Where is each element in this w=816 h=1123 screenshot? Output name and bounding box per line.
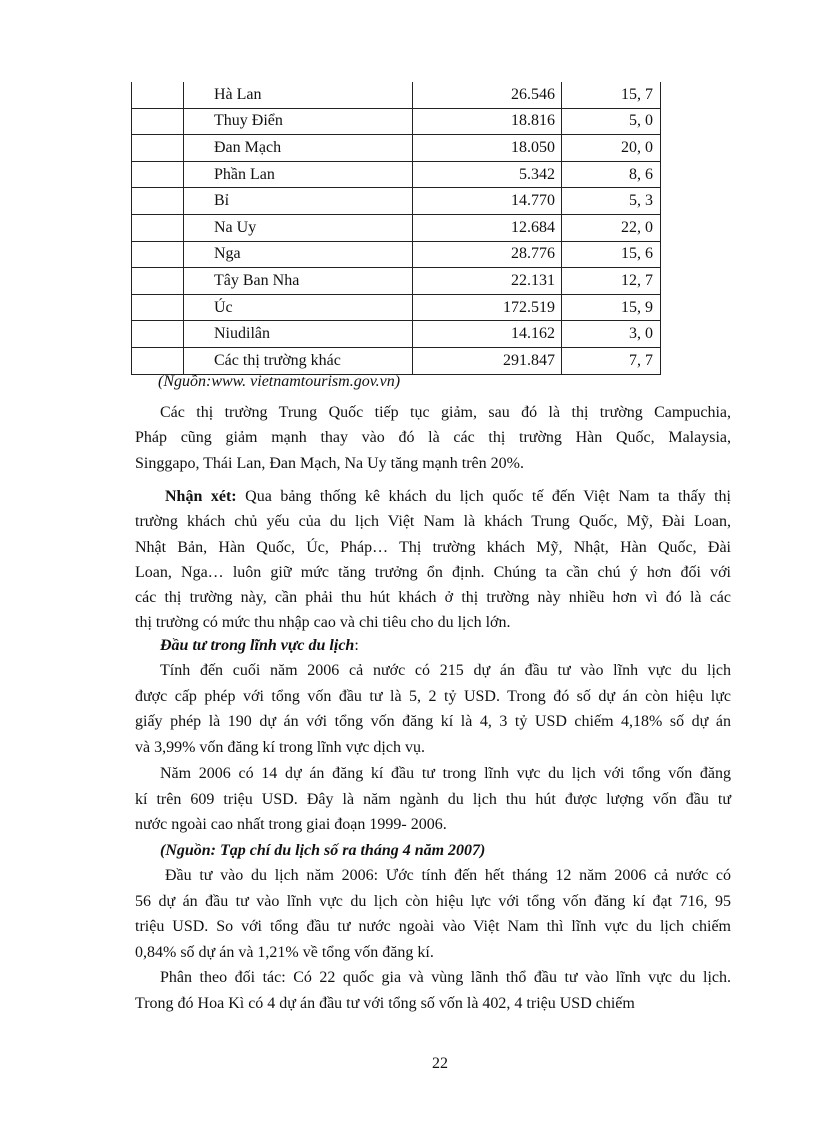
para2-line-5: thị trường có mức thu nhập cao và chi tiêu cho du lịch lớn. bbox=[135, 614, 511, 631]
table-cell-country: Phần Lan bbox=[184, 161, 413, 188]
table-row bbox=[132, 214, 661, 241]
table-cell-country: Thuy Điển bbox=[184, 108, 413, 135]
table-cell-visitors: 22.131 bbox=[413, 268, 562, 295]
table-cell-growth: 15, 6 bbox=[562, 241, 661, 268]
para4-line-1: Năm 2006 có 14 dự án đăng kí đầu tư trong lĩnh vực du lịch với tổng vốn đăng bbox=[160, 765, 731, 782]
table-cell-visitors: 26.546 bbox=[413, 82, 562, 108]
para3-line-1: Tính đến cuối năm 2006 cả nước có 215 dự án đầu tư vào lĩnh vực du lịch bbox=[160, 662, 731, 679]
table-cell-country: Đan Mạch bbox=[184, 135, 413, 162]
para1-line-1: Các thị trường Trung Quốc tiếp tục giảm, sau đó là thị trường Campuchia, bbox=[160, 404, 731, 421]
para3-line-3: giấy phép là 190 dự án với tổng vốn đăng kí là 4, 3 tỷ USD chiếm 4,18% số dự án bbox=[135, 713, 731, 730]
table-row bbox=[132, 135, 661, 162]
section-heading-text: Đầu tư trong lĩnh vực du lịch bbox=[160, 637, 355, 654]
table-cell-blank bbox=[132, 294, 184, 321]
table-cell-blank bbox=[132, 321, 184, 348]
table-cell-growth: 7, 7 bbox=[562, 347, 661, 374]
table-cell-growth: 20, 0 bbox=[562, 135, 661, 162]
table-cell-growth: 15, 9 bbox=[562, 294, 661, 321]
section-heading bbox=[160, 634, 756, 658]
remark-label: Nhận xét: bbox=[165, 488, 237, 505]
para2-line-2: Nhật Bản, Hàn Quốc, Úc, Pháp… Thị trường khách Mỹ, Nhật, Hàn Quốc, Đài bbox=[135, 539, 731, 556]
table-cell-visitors: 172.519 bbox=[413, 294, 562, 321]
source-magazine: (Nguồn: Tạp chí du lịch số ra tháng 4 năm 2007) bbox=[160, 842, 486, 859]
table-cell-blank bbox=[132, 268, 184, 295]
visitor-stats-table bbox=[131, 82, 661, 375]
table-cell-blank bbox=[132, 188, 184, 215]
para5-line-1: Đầu tư vào du lịch năm 2006: Ước tính đến hết tháng 12 năm 2006 cả nước có bbox=[165, 867, 731, 884]
table-cell-visitors: 14.770 bbox=[413, 188, 562, 215]
para4-line-2: kí trên 609 triệu USD. Đây là năm ngành du lịch thu hút được lượng vốn đầu tư bbox=[135, 791, 731, 808]
table-cell-country: Tây Ban Nha bbox=[184, 268, 413, 295]
table-cell-visitors: 14.162 bbox=[413, 321, 562, 348]
table-cell-country: Úc bbox=[184, 294, 413, 321]
table-cell-growth: 8, 6 bbox=[562, 161, 661, 188]
table-cell-blank bbox=[132, 82, 184, 108]
table-cell-blank bbox=[132, 135, 184, 162]
para4-line-3: nước ngoài cao nhất trong giai đoạn 1999- 2006. bbox=[135, 816, 447, 833]
para3-line-2: được cấp phép với tổng vốn đầu tư là 5, 2 tỷ USD. Trong đó số dự án còn hiệu lực bbox=[135, 688, 731, 705]
table-row bbox=[132, 241, 661, 268]
table-cell-growth: 15, 7 bbox=[562, 82, 661, 108]
table-cell-country: Các thị trường khác bbox=[184, 347, 413, 374]
table-cell-growth: 5, 3 bbox=[562, 188, 661, 215]
table-row bbox=[132, 321, 661, 348]
section-heading-colon: : bbox=[354, 637, 359, 654]
para1-line-3: Singgapo, Thái Lan, Đan Mạch, Na Uy tăng mạnh trên 20%. bbox=[135, 455, 524, 472]
table-row bbox=[132, 294, 661, 321]
table-cell-growth: 5, 0 bbox=[562, 108, 661, 135]
table-cell-country: Na Uy bbox=[184, 214, 413, 241]
para5-line-3: triệu USD. So với tổng đầu tư nước ngoài vào Việt Nam thì lĩnh vực du lịch chiếm bbox=[135, 918, 731, 935]
table-cell-blank bbox=[132, 161, 184, 188]
para5-line-2: 56 dự án đầu tư vào lĩnh vực du lịch còn hiệu lực với tổng vốn đăng kí đạt 716, 95 bbox=[135, 893, 731, 910]
table-cell-visitors: 18.050 bbox=[413, 135, 562, 162]
table-cell-visitors: 28.776 bbox=[413, 241, 562, 268]
table-row bbox=[132, 268, 661, 295]
para3-line-4: và 3,99% vốn đăng kí trong lĩnh vực dịch vụ. bbox=[135, 739, 425, 756]
table-cell-visitors: 18.816 bbox=[413, 108, 562, 135]
table-cell-blank bbox=[132, 214, 184, 241]
table-row bbox=[132, 188, 661, 215]
table-cell-country: Nga bbox=[184, 241, 413, 268]
para6-line-2: Trong đó Hoa Kì có 4 dự án đầu tư với tổng số vốn là 402, 4 triệu USD chiếm bbox=[135, 995, 635, 1012]
table-cell-visitors: 12.684 bbox=[413, 214, 562, 241]
para5-line-4: 0,84% số dự án và 1,21% về tổng vốn đăng kí. bbox=[135, 944, 434, 961]
table-cell-growth: 22, 0 bbox=[562, 214, 661, 241]
table-cell-blank bbox=[132, 108, 184, 135]
para2-line-3: Loan, Nga… luôn giữ mức tăng trưởng ổn định. Chúng ta cần chú ý hơn đối với bbox=[135, 564, 731, 581]
source-vietnamtourism: (Nguồn:www. vietnamtourism.gov.vn) bbox=[158, 373, 401, 390]
para6-line-1: Phân theo đối tác: Có 22 quốc gia và vùng lãnh thổ đầu tư vào lĩnh vực du lịch. bbox=[160, 969, 731, 986]
table-cell-country: Hà Lan bbox=[184, 82, 413, 108]
para2-line-4: các thị trường này, cần phải thu hút khách ở thị trường này nhiều hơn vì đó là các bbox=[135, 589, 731, 606]
table-cell-country: Bỉ bbox=[184, 188, 413, 215]
table-cell-growth: 3, 0 bbox=[562, 321, 661, 348]
para1-line-2: Pháp cũng giảm mạnh thay vào đó là các thị trường Hàn Quốc, Malaysia, bbox=[135, 429, 731, 446]
table-cell-growth: 12, 7 bbox=[562, 268, 661, 295]
table-cell-blank bbox=[132, 241, 184, 268]
remark-line-1 bbox=[165, 485, 731, 509]
table-row bbox=[132, 161, 661, 188]
table-row bbox=[132, 108, 661, 135]
table-cell-visitors: 291.847 bbox=[413, 347, 562, 374]
page-number: 22 bbox=[432, 1055, 448, 1072]
table-row bbox=[132, 82, 661, 108]
para2-line-1: trường khách chủ yếu của du lịch Việt Nam là khách Trung Quốc, Mỹ, Đài Loan, bbox=[135, 513, 731, 530]
remark-first-text: Qua bảng thống kê khách du lịch quốc tế đến Việt Nam ta thấy thị bbox=[236, 488, 731, 505]
table-cell-visitors: 5.342 bbox=[413, 161, 562, 188]
table-cell-country: Niudilân bbox=[184, 321, 413, 348]
